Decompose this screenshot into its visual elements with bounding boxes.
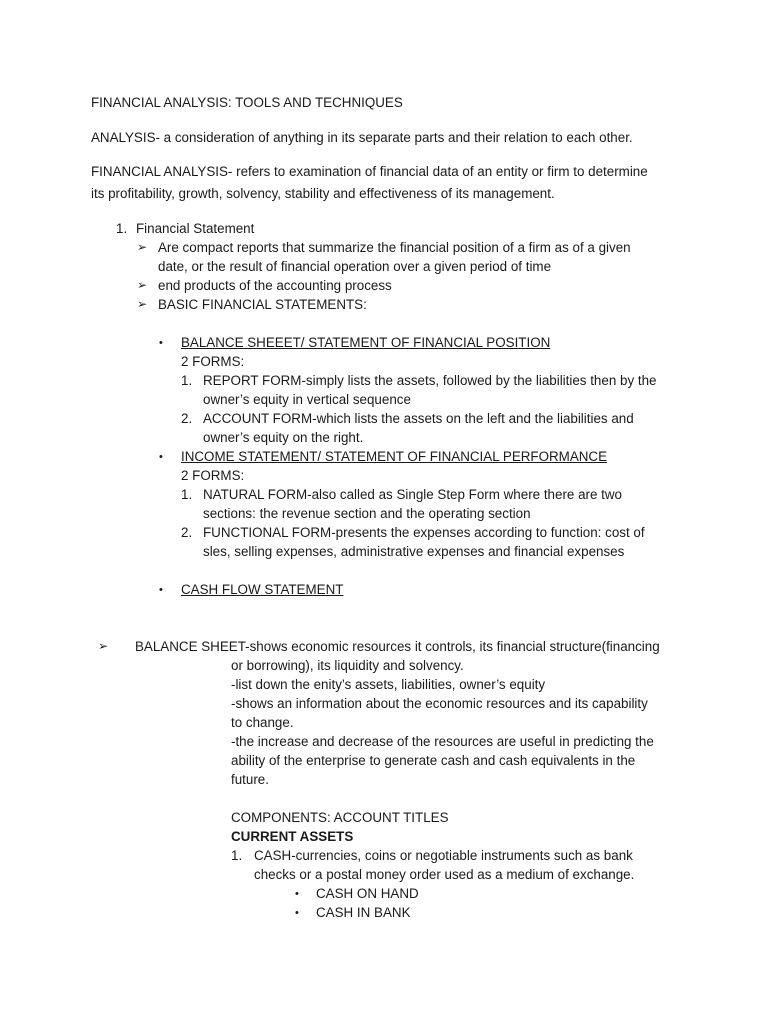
cash-item-number: 1. xyxy=(231,848,243,863)
cash-item-line-1: CASH-currencies, coins or negotiable instruments such as bank xyxy=(254,848,633,863)
functional-form-line-1: FUNCTIONAL FORM-presents the expenses according to function: cost of xyxy=(203,525,645,540)
point-1-line-2: date, or the result of financial operation over a given period of time xyxy=(158,259,552,274)
income-statement-heading: INCOME STATEMENT/ STATEMENT OF FINANCIAL PERFORMANCE xyxy=(181,449,608,464)
components-label: COMPONENTS: ACCOUNT TITLES xyxy=(231,810,449,825)
balance-sheet-line-2: or borrowing), its liquidity and solvency. xyxy=(231,658,464,673)
bullet-icon: • xyxy=(159,584,163,596)
bullet-icon: • xyxy=(295,907,299,919)
natural-form-line-2: sections: the revenue section and the operating section xyxy=(203,506,531,521)
bullet-icon: • xyxy=(159,337,163,349)
current-assets-label: CURRENT ASSETS xyxy=(231,829,354,844)
forms-label: 2 FORMS: xyxy=(181,354,245,369)
financial-analysis-definition-line-1: FINANCIAL ANALYSIS- refers to examination of financial data of an entity or firm to determine xyxy=(91,164,648,179)
balance-sheet-line-3: -list down the enity’s assets, liabilities, owner’s equity xyxy=(231,677,546,692)
arrow-bullet-icon: ➢ xyxy=(137,297,148,311)
account-form-line-1: ACCOUNT FORM-which lists the assets on the left and the liabilities and xyxy=(203,411,634,426)
arrow-bullet-icon: ➢ xyxy=(137,240,148,254)
analysis-definition: ANALYSIS- a consideration of anything in its separate parts and their relation to each other. xyxy=(91,130,633,145)
account-form-line-2: owner’s equity on the right. xyxy=(203,430,364,445)
cash-flow-heading: CASH FLOW STATEMENT xyxy=(181,582,344,597)
financial-analysis-definition-line-2: its profitability, growth, solvency, stability and effectiveness of its management. xyxy=(91,186,555,201)
cash-item-line-2: checks or a postal money order used as a medium of exchange. xyxy=(254,867,635,882)
balance-sheet-line-5: to change. xyxy=(231,715,294,730)
arrow-bullet-icon: ➢ xyxy=(137,278,148,292)
forms-label: 2 FORMS: xyxy=(181,468,245,483)
balance-sheet-line-7: ability of the enterprise to generate cash and cash equivalents in the xyxy=(231,753,636,768)
balance-sheet-line-8: future. xyxy=(231,772,269,787)
cash-in-bank: CASH IN BANK xyxy=(316,905,411,920)
balance-sheet-line-4: -shows an information about the economic resources and its capability xyxy=(231,696,648,711)
bullet-icon: • xyxy=(295,888,299,900)
form-number: 1. xyxy=(181,487,193,502)
point-3: BASIC FINANCIAL STATEMENTS: xyxy=(158,297,367,312)
balance-sheet-heading: BALANCE SHEEET/ STATEMENT OF FINANCIAL POSITION xyxy=(181,335,551,350)
section-number: 1. xyxy=(116,221,128,236)
form-number: 2. xyxy=(181,525,193,540)
natural-form-line-1: NATURAL FORM-also called as Single Step Form where there are two xyxy=(203,487,622,502)
arrow-bullet-icon: ➢ xyxy=(98,639,109,653)
point-2: end products of the accounting process xyxy=(158,278,392,293)
balance-sheet-line-6: -the increase and decrease of the resources are useful in predicting the xyxy=(231,734,654,749)
document-title: FINANCIAL ANALYSIS: TOOLS AND TECHNIQUES xyxy=(91,95,403,110)
balance-sheet-line-1: BALANCE SHEET-shows economic resources it controls, its financial structure(financing xyxy=(135,639,660,654)
functional-form-line-2: sles, selling expenses, administrative expenses and financial expenses xyxy=(203,544,625,559)
point-1-line-1: Are compact reports that summarize the financial position of a firm as of a given xyxy=(158,240,631,255)
form-number: 1. xyxy=(181,373,193,388)
report-form-line-1: REPORT FORM-simply lists the assets, followed by the liabilities then by the xyxy=(203,373,657,388)
bullet-icon: • xyxy=(159,451,163,463)
form-number: 2. xyxy=(181,411,193,426)
report-form-line-2: owner’s equity in vertical sequence xyxy=(203,392,411,407)
cash-on-hand: CASH ON HAND xyxy=(316,886,419,901)
section-heading: Financial Statement xyxy=(136,221,255,236)
